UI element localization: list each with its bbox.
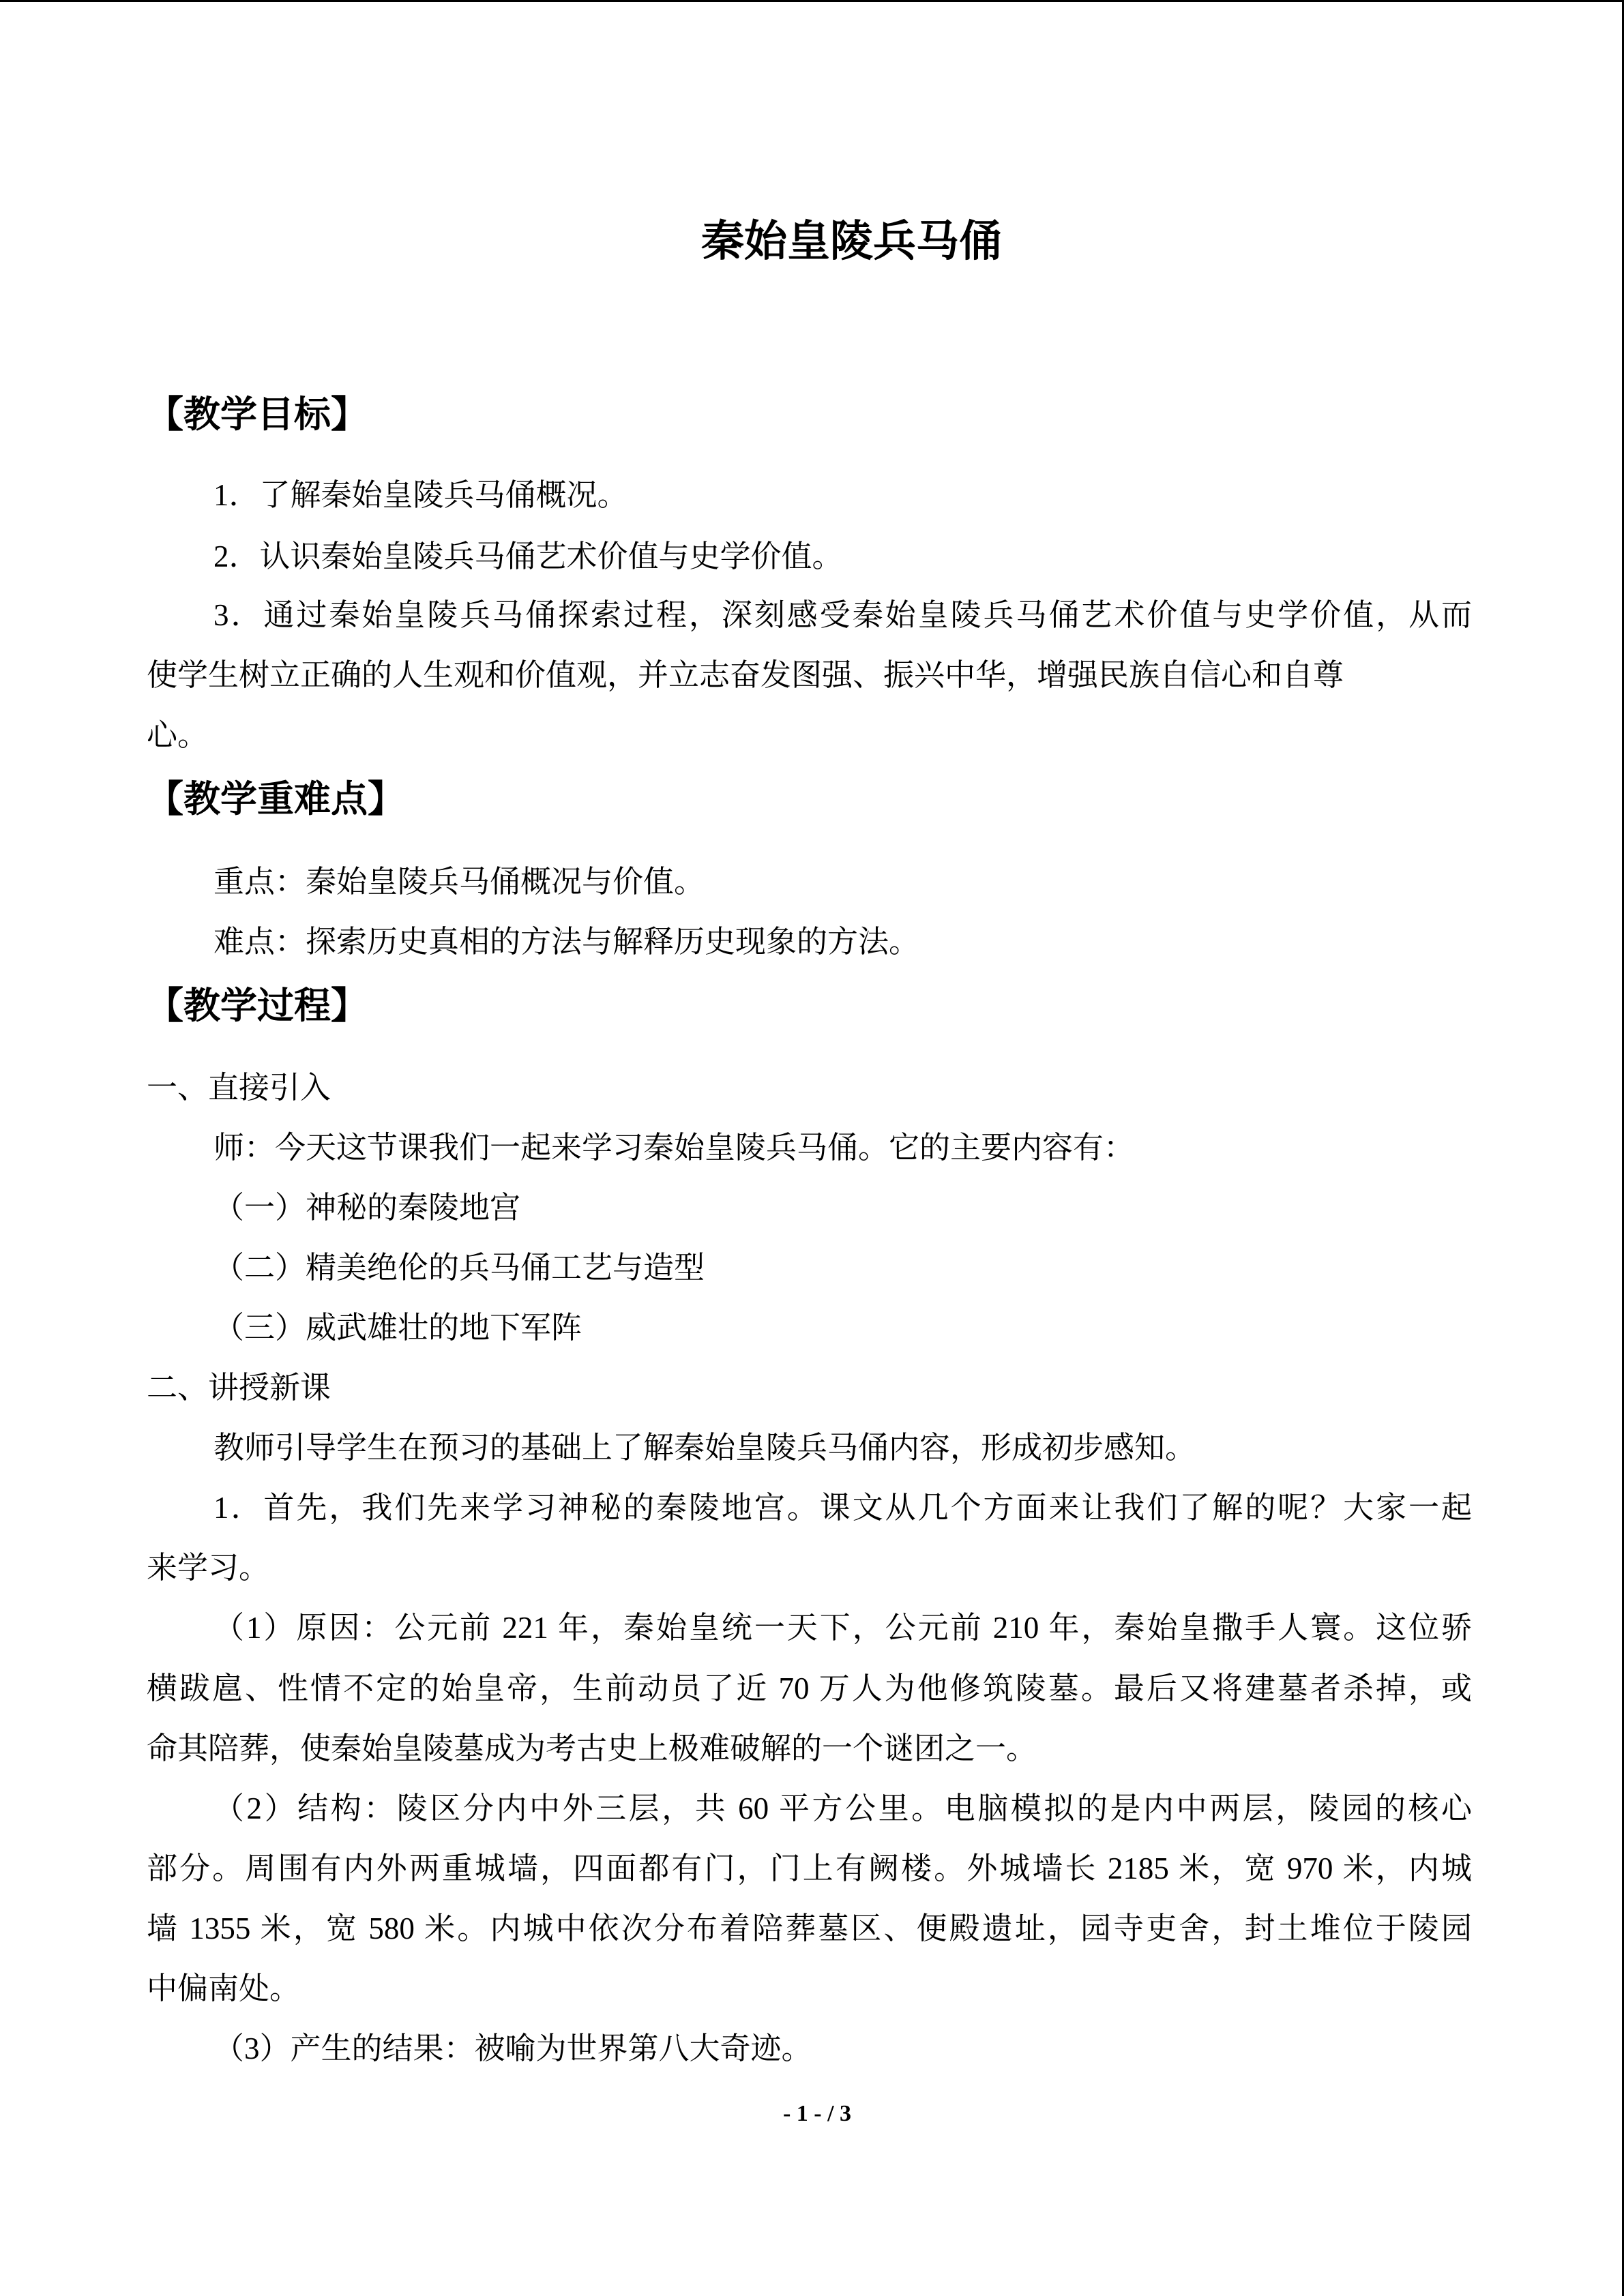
difficult-point: 难点：探索历史真相的方法与解释历史现象的方法。 xyxy=(213,925,920,959)
page-number: - 1 - / 3 xyxy=(782,2101,852,2126)
objective-2: 2．认识秦始皇陵兵马俑艺术价值与史学价值。 xyxy=(213,539,843,573)
structure-line-4: 中偏南处。 xyxy=(147,1971,301,2006)
reason-line-2: 横跋扈、性情不定的始皇帝，生前动员了近 70 万人为他修筑陵墓。最后又将建墓者杀掉，或 xyxy=(147,1671,1472,1705)
subheading-intro: 一、直接引入 xyxy=(147,1071,331,1105)
subheading-new-lesson: 二、讲授新课 xyxy=(147,1371,331,1405)
objective-3-line-3: 心。 xyxy=(147,718,209,752)
objective-3-line-1: 3．通过秦始皇陵兵马俑探索过程，深刻感受秦始皇陵兵马俑艺术价值与史学价值，从而 xyxy=(213,598,1472,632)
structure-line-2: 部分。周围有内外两重城墙，四面都有门，门上有阙楼。外城墙长 2185 米，宽 970 米，内城 xyxy=(147,1851,1472,1885)
section-heading-objectives: 【教学目标】 xyxy=(147,393,368,436)
content-item-1: （一）神秘的秦陵地宫 xyxy=(213,1191,521,1225)
section-heading-key-points: 【教学重难点】 xyxy=(147,777,404,820)
key-point: 重点：秦始皇陵兵马俑概况与价值。 xyxy=(213,865,705,899)
section-heading-process: 【教学过程】 xyxy=(147,984,368,1027)
content-item-2: （二）精美绝伦的兵马俑工艺与造型 xyxy=(213,1251,705,1285)
result-line: （3）产生的结果：被喻为世界第八大奇迹。 xyxy=(213,2031,812,2066)
content-item-3: （三）威武雄壮的地下军阵 xyxy=(213,1311,582,1345)
reason-line-3: 命其陪葬，使秦始皇陵墓成为考古史上极难破解的一个谜团之一。 xyxy=(147,1731,1037,1765)
step-1-line-2: 来学习。 xyxy=(147,1551,270,1585)
structure-line-1: （2）结构：陵区分内中外三层，共 60 平方公里。电脑模拟的是内中两层，陵园的核心 xyxy=(213,1791,1472,1825)
objective-1: 1．了解秦始皇陵兵马俑概况。 xyxy=(213,478,628,512)
reason-line-1: （1）原因：公元前 221 年，秦始皇统一天下，公元前 210 年，秦始皇撒手人寰。这位骄 xyxy=(213,1611,1472,1645)
intro-paragraph: 师：今天这节课我们一起来学习秦始皇陵兵马俑。它的主要内容有： xyxy=(213,1131,1135,1165)
document-title: 秦始皇陵兵马俑 xyxy=(701,216,1002,266)
objective-3-line-2: 使学生树立正确的人生观和价值观，并立志奋发图强、振兴中华，增强民族自信心和自尊 xyxy=(147,658,1344,692)
structure-line-3: 墙 1355 米，宽 580 米。内城中依次分布着陪葬墓区、便殿遗址，园寺吏舍，封土堆位于陵园 xyxy=(147,1911,1472,1945)
step-1-line-1: 1．首先，我们先来学习神秘的秦陵地宫。课文从几个方面来让我们了解的呢？大家一起 xyxy=(213,1491,1472,1525)
new-lesson-intro: 教师引导学生在预习的基础上了解秦始皇陵兵马俑内容，形成初步感知。 xyxy=(213,1431,1196,1465)
